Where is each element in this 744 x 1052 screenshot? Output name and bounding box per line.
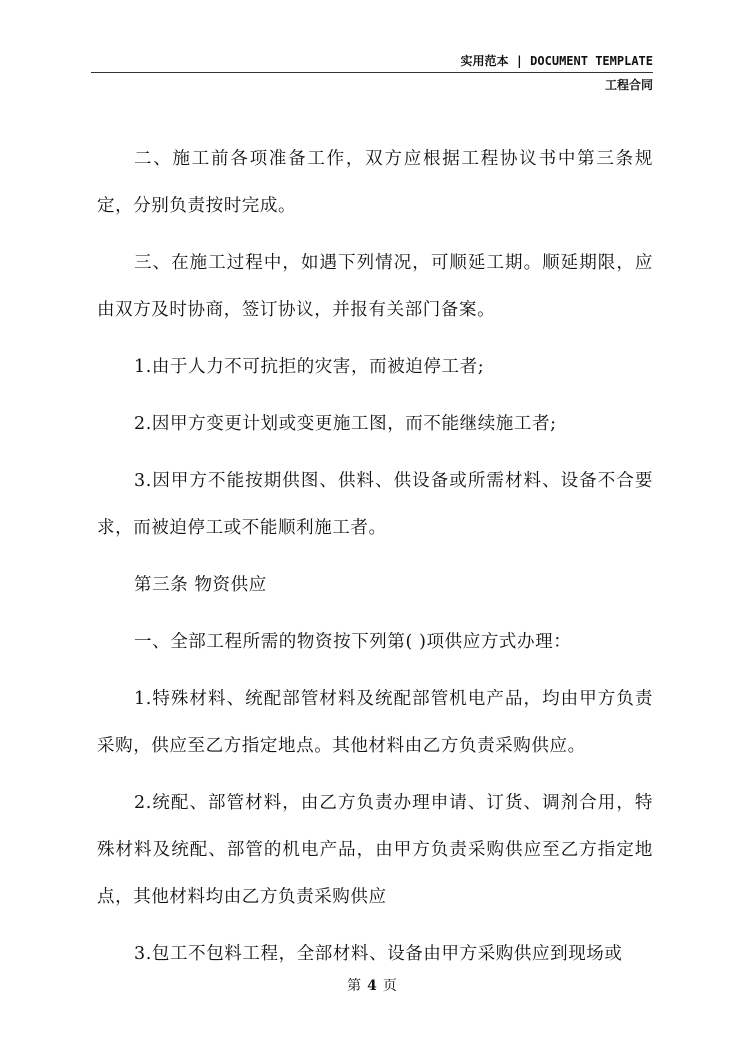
- paragraph: 二、施工前各项准备工作，双方应根据工程协议书中第三条规定，分别负责按时完成。: [97, 149, 653, 216]
- paragraph: 3.因甲方不能按期供图、供料、供设备或所需材料、设备不合要求，而被迫停工或不能顺利施工者。: [97, 471, 653, 538]
- paragraph: 1.特殊材料、统配部管材料及统配部管机电产品，均由甲方负责采购，供应至乙方指定地点。其他材料由乙方负责采购供应。: [97, 689, 653, 756]
- page-footer: [0, 975, 744, 995]
- page-number-prefix: 第: [347, 978, 362, 994]
- paragraph: 2.因甲方变更计划或变更施工图，而不能继续施工者;: [134, 414, 557, 434]
- paragraph: 一、全部工程所需的物资按下列第( )项供应方式办理：: [134, 632, 572, 652]
- paragraph: 三、在施工过程中，如遇下列情况，可顺延工期。顺延期限，应由双方及时协商，签订协议，并报有关部门备案。: [97, 253, 653, 320]
- paragraph: 2.统配、部管材料，由乙方负责办理申请、订货、调剂合用，特殊材料及统配、部管的机电产品，由甲方负责采购供应至乙方指定地点，其他材料均由乙方负责采购供应: [97, 793, 653, 907]
- document-body: [97, 136, 653, 988]
- header-title: 实用范本 | DOCUMENT TEMPLATE: [460, 54, 653, 68]
- section-heading: 第三条 物资供应: [134, 575, 267, 595]
- paragraph: 3.包工不包料工程，全部材料、设备由甲方采购供应到现场或: [134, 944, 623, 964]
- page-number: 4: [367, 978, 377, 994]
- paragraph: 1.由于人力不可抗拒的灾害，而被迫停工者;: [134, 357, 485, 377]
- page-number-suffix: 页: [382, 978, 397, 994]
- header-subtitle: 工程合同: [604, 78, 653, 92]
- header-divider: [91, 72, 653, 73]
